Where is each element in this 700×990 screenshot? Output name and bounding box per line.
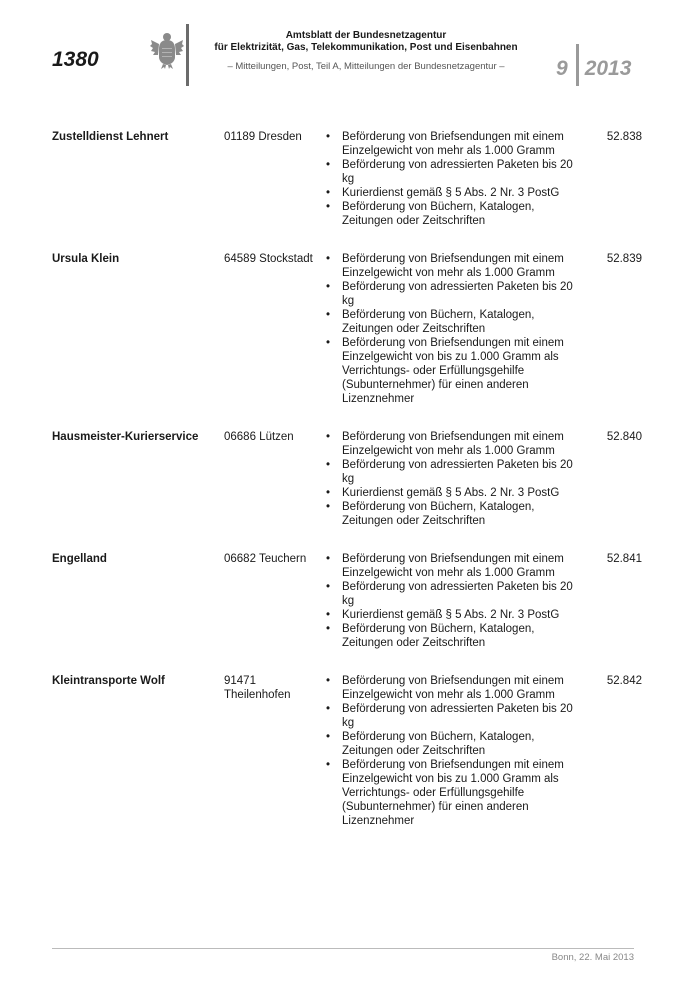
- service-item: [324, 130, 588, 158]
- license-number: 52.839: [606, 253, 642, 265]
- service-item: [324, 622, 588, 650]
- bullet-icon: •: [326, 253, 331, 265]
- service-item: [324, 308, 588, 336]
- service-item: [324, 730, 588, 758]
- service-item: [324, 552, 588, 580]
- service-item: [324, 486, 588, 500]
- bullet-icon: •: [326, 675, 331, 687]
- page-number: 1380: [52, 48, 99, 71]
- service-list: [324, 252, 588, 406]
- service-text: Beförderung von Briefsendungen mit einem Einzelgewicht von mehr als 1.000 Gramm: [342, 553, 564, 579]
- service-text: Beförderung von Briefsendungen mit einem Einzelgewicht von mehr als 1.000 Gramm: [342, 253, 564, 279]
- service-text: Beförderung von adressierten Paketen bis 20 kg: [342, 281, 573, 307]
- licensee-name: Ursula Klein: [52, 253, 120, 265]
- service-item: [324, 580, 588, 608]
- bullet-icon: •: [326, 623, 331, 635]
- service-text: Beförderung von Büchern, Katalogen, Zeitungen oder Zeitschriften: [342, 731, 535, 757]
- service-item: [324, 336, 588, 406]
- license-number: 52.841: [606, 553, 642, 565]
- footer-rule: [52, 948, 634, 949]
- header-divider: [186, 24, 189, 86]
- service-item: [324, 458, 588, 486]
- service-list: [324, 130, 588, 228]
- issue-label: [556, 48, 631, 90]
- service-item: [324, 430, 588, 458]
- bullet-icon: •: [326, 201, 331, 213]
- service-item: [324, 158, 588, 186]
- service-item: [324, 200, 588, 228]
- licensee-name: Engelland: [52, 553, 107, 565]
- licensee-name: Kleintransporte Wolf: [52, 675, 165, 687]
- license-entry: [52, 430, 642, 528]
- issue-divider: [576, 44, 579, 86]
- license-number: 52.838: [606, 131, 642, 143]
- service-text: Kurierdienst gemäß § 5 Abs. 2 Nr. 3 PostG: [342, 487, 560, 499]
- section-subtitle: – Mitteilungen, Post, Teil A, Mitteilungen der Bundesnetzagentur –: [227, 61, 505, 72]
- bullet-icon: •: [326, 459, 331, 471]
- licensee-name: Hausmeister-Kurierservice: [52, 431, 199, 443]
- service-item: [324, 758, 588, 828]
- service-text: Beförderung von Büchern, Katalogen, Zeitungen oder Zeitschriften: [342, 309, 535, 335]
- license-number: 52.842: [606, 675, 642, 687]
- license-list: [52, 130, 642, 852]
- service-text: Beförderung von adressierten Paketen bis 20 kg: [342, 459, 573, 485]
- license-entry: [52, 252, 642, 406]
- licensee-location: 91471 Theilenhofen: [224, 675, 291, 701]
- service-item: [324, 702, 588, 730]
- service-text: Beförderung von adressierten Paketen bis 20 kg: [342, 703, 573, 729]
- licensee-location: 06682 Teuchern: [224, 553, 307, 565]
- bullet-icon: •: [326, 703, 331, 715]
- bullet-icon: •: [326, 501, 331, 513]
- bullet-icon: •: [326, 487, 331, 499]
- service-list: [324, 430, 588, 528]
- service-text: Kurierdienst gemäß § 5 Abs. 2 Nr. 3 PostG: [342, 609, 560, 621]
- bullet-icon: •: [326, 759, 331, 771]
- service-item: [324, 280, 588, 308]
- service-text: Beförderung von Büchern, Katalogen, Zeitungen oder Zeitschriften: [342, 623, 535, 649]
- service-text: Beförderung von adressierten Paketen bis 20 kg: [342, 159, 573, 185]
- bullet-icon: •: [326, 731, 331, 743]
- bullet-icon: •: [326, 553, 331, 565]
- publication-subtitle: für Elektrizität, Gas, Telekommunikation, Post und Eisenbahnen: [214, 42, 518, 53]
- service-item: [324, 608, 588, 622]
- license-entry: [52, 552, 642, 650]
- footer-date: Bonn, 22. Mai 2013: [551, 952, 634, 963]
- licensee-location: 01189 Dresden: [224, 131, 302, 143]
- federal-eagle-icon: [150, 30, 184, 70]
- license-entry: [52, 674, 642, 828]
- licensee-location: 64589 Stockstadt: [224, 253, 313, 265]
- publication-header: [196, 30, 536, 73]
- bullet-icon: •: [326, 337, 331, 349]
- licensee-location: 06686 Lützen: [224, 431, 294, 443]
- bullet-icon: •: [326, 187, 331, 199]
- service-item: [324, 186, 588, 200]
- bullet-icon: •: [326, 281, 331, 293]
- service-text: Beförderung von Briefsendungen mit einem Einzelgewicht von mehr als 1.000 Gramm: [342, 675, 564, 701]
- service-list: [324, 674, 588, 828]
- bullet-icon: •: [326, 609, 331, 621]
- service-item: [324, 674, 588, 702]
- bullet-icon: •: [326, 581, 331, 593]
- license-number: 52.840: [606, 431, 642, 443]
- service-text: Beförderung von Briefsendungen mit einem Einzelgewicht von bis zu 1.000 Gramm als Verrichtungs- oder Erfüllungsgehilfe (Subunternehmer) für einen anderen Lizenznehmer: [342, 759, 564, 827]
- service-text: Beförderung von Briefsendungen mit einem Einzelgewicht von bis zu 1.000 Gramm als Verrichtungs- oder Erfüllungsgehilfe (Subunternehmer) für einen anderen Lizenznehmer: [342, 337, 564, 405]
- issue-year: 2013: [584, 57, 632, 80]
- bullet-icon: •: [326, 159, 331, 171]
- publication-title: Amtsblatt der Bundesnetzagentur: [285, 30, 447, 41]
- bullet-icon: •: [326, 431, 331, 443]
- license-entry: [52, 130, 642, 228]
- service-text: Beförderung von Büchern, Katalogen, Zeitungen oder Zeitschriften: [342, 201, 535, 227]
- service-list: [324, 552, 588, 650]
- service-text: Beförderung von Briefsendungen mit einem Einzelgewicht von mehr als 1.000 Gramm: [342, 131, 564, 157]
- issue-number: 9: [556, 57, 568, 80]
- service-text: Kurierdienst gemäß § 5 Abs. 2 Nr. 3 PostG: [342, 187, 560, 199]
- service-item: [324, 252, 588, 280]
- bullet-icon: •: [326, 131, 331, 143]
- service-text: Beförderung von Büchern, Katalogen, Zeitungen oder Zeitschriften: [342, 501, 535, 527]
- service-item: [324, 500, 588, 528]
- service-text: Beförderung von adressierten Paketen bis 20 kg: [342, 581, 573, 607]
- bullet-icon: •: [326, 309, 331, 321]
- licensee-name: Zustelldienst Lehnert: [52, 131, 169, 143]
- service-text: Beförderung von Briefsendungen mit einem Einzelgewicht von mehr als 1.000 Gramm: [342, 431, 564, 457]
